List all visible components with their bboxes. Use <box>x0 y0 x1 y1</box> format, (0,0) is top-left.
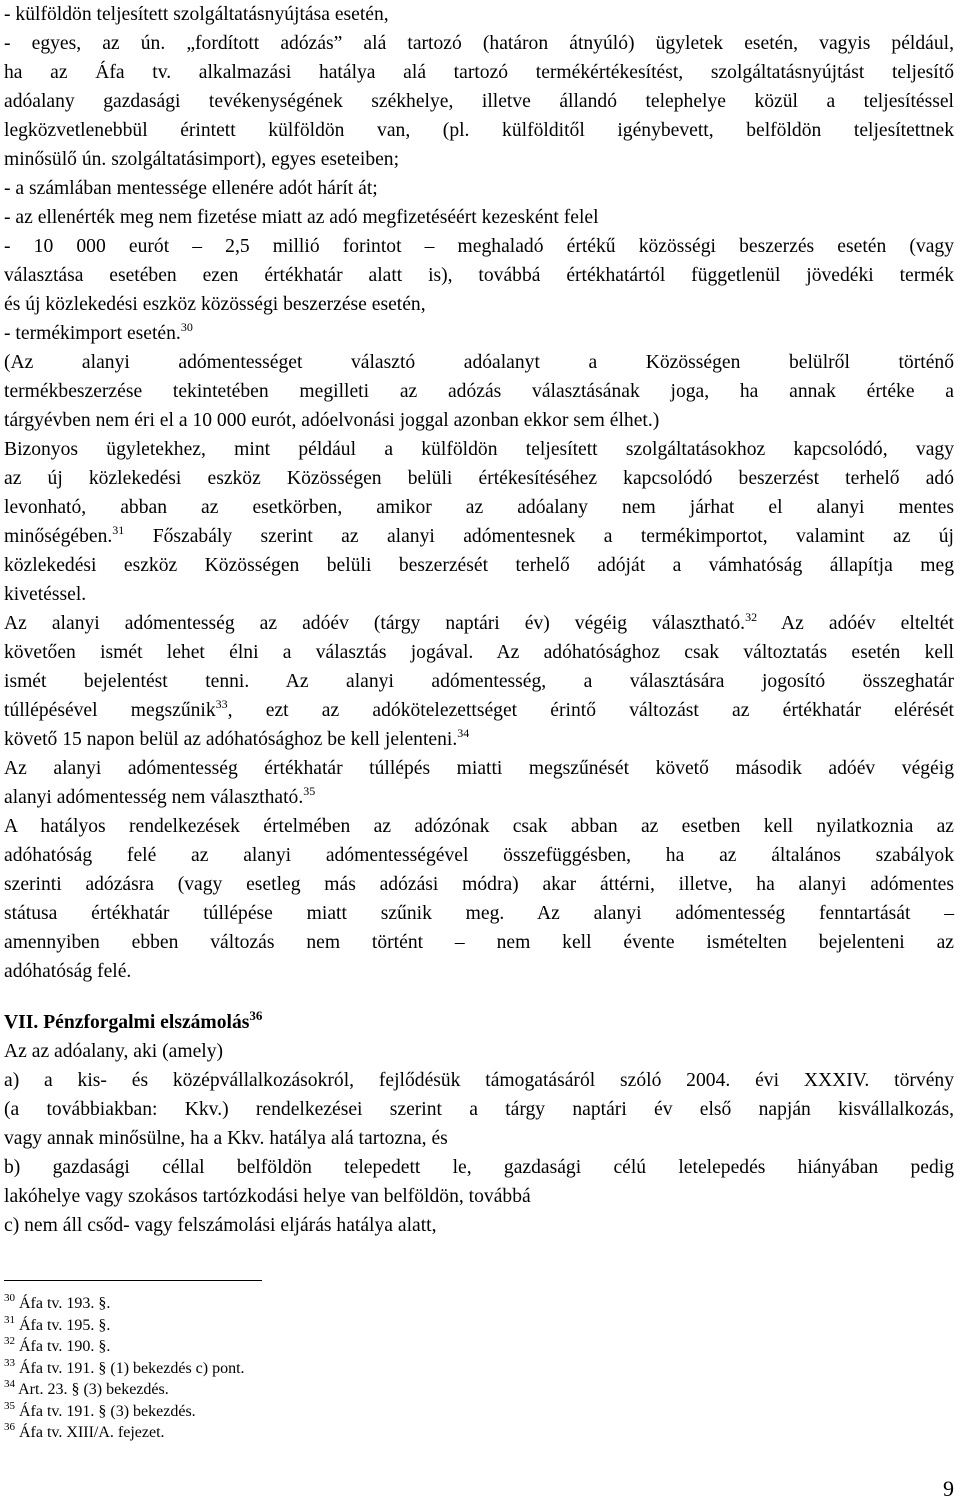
footnote <box>4 1315 245 1337</box>
text-line: választása esetében ezen értékhatár alatt is), továbbá értékhatártól függetlenül jövedéki termék <box>4 265 954 286</box>
footnote <box>4 1379 245 1401</box>
footnote-number: 31 <box>4 1313 15 1326</box>
text-line: - egyes, az ún. „fordított adózás” alá tartozó (határon átnyúló) ügyletek esetén, vagyis például, <box>4 33 954 54</box>
text-line: A hatályos rendelkezések értelmében az adózónak csak abban az esetben kell nyilatkoznia az <box>4 816 954 837</box>
footnote-ref[interactable]: 33 <box>215 697 228 711</box>
text-line: a) a kis- és középvállalkozásokról, fejlődésük támogatásáról szóló 2004. évi XXXIV. törvény <box>4 1070 954 1091</box>
text-run: Főszabály szerint az alanyi adómentesnek a termékimportot, valamint az új <box>124 526 954 547</box>
text-line: Bizonyos ügyletekhez, mint például a külföldön teljesített szolgáltatásokhoz kapcsolódó, vagy <box>4 439 954 460</box>
footnote-text: Art. 23. § (3) bekezdés. <box>15 1381 169 1398</box>
footnote-text: Áfa tv. 190. §. <box>15 1338 111 1355</box>
text-line: Az az adóalany, aki (amely) <box>4 1041 224 1062</box>
footnote-number: 36 <box>4 1421 15 1433</box>
text-line: (a továbbiakban: Kkv.) rendelkezései szerint a tárgy naptári év első napján kisvállalkozás, <box>4 1099 954 1120</box>
footnote <box>4 1293 245 1315</box>
text-run: alanyi adómentesség nem választható. <box>4 787 304 808</box>
text-line: követően ismét lehet élni a választás jogával. Az adóhatósághoz csak változtatás esetén kell <box>4 642 954 663</box>
footnote <box>4 1401 245 1423</box>
footnotes <box>4 1293 245 1444</box>
document-page <box>4 0 954 1240</box>
text-line: - az ellenérték meg nem fizetése miatt az adó megfizetéséért kezesként felel <box>4 207 599 228</box>
text-run: Az alanyi adómentesség az adóév (tárgy naptári év) végéig választható. <box>4 613 746 634</box>
text-line: (Az alanyi adómentességet választó adóalanyt a Közösségen belülről történő <box>4 352 954 373</box>
text-line <box>4 783 954 812</box>
text-line: termékbeszerzése tekintetében megilleti az adózás választásának joga, ha annak értéke a <box>4 381 954 402</box>
text-line: - 10 000 eurót – 2,5 millió forintot – meghaladó értékű közösségi beszerzés esetén (vagy <box>4 236 954 257</box>
footnote-number: 30 <box>4 1292 15 1304</box>
footnote-number: 34 <box>4 1378 15 1390</box>
text-line: szerinti adózásra (vagy esetleg más adózási módra) akar áttérni, illetve, ha alanyi adómentes <box>4 874 954 895</box>
footnote-text: Áfa tv. XIII/A. fejezet. <box>15 1424 165 1441</box>
text-line: Az alanyi adómentesség értékhatár túllépés miatti megszűnését követő második adóév végéig <box>4 758 954 779</box>
text-line: és új közlekedési eszköz közösségi beszerzése esetén, <box>4 294 426 315</box>
text-line: kivetéssel. <box>4 584 87 605</box>
page-number: 9 <box>943 1476 954 1501</box>
text-line: minősülő ún. szolgáltatásimport), egyes eseteiben; <box>4 149 400 170</box>
text-line <box>4 609 954 638</box>
text-line: adóhatóság felé az alanyi adómentességével összefüggésben, ha az általános szabályok <box>4 845 954 866</box>
text-line: ha az Áfa tv. alkalmazási hatálya alá tartozó termékértékesítést, szolgáltatásnyújtást teljesítő <box>4 62 954 83</box>
text-run: minőségében. <box>4 526 113 547</box>
footnote <box>4 1358 245 1380</box>
text-line: - külföldön teljesített szolgáltatásnyújtása esetén, <box>4 4 389 25</box>
text-line: tárgyévben nem éri el a 10 000 eurót, adóelvonási joggal azonban ekkor sem élhet.) <box>4 410 660 431</box>
section-heading <box>4 1008 954 1037</box>
text-line: közlekedési eszköz Közösségen belüli beszerzését terhelő adóját a vámhatóság állapítja meg <box>4 555 954 576</box>
footnote-number: 33 <box>4 1356 15 1369</box>
text-line: b) gazdasági céllal belföldön telepedett le, gazdasági célú letelepedés hiányában pedig <box>4 1157 954 1178</box>
footnote-text: Áfa tv. 191. § (1) bekezdés c) pont. <box>15 1359 245 1377</box>
footnote-separator <box>4 1280 262 1281</box>
text-line <box>4 319 954 348</box>
text-line: adóalany gazdasági tevékenységének székhelye, illetve állandó telephelye közül a teljesítéssel <box>4 91 954 112</box>
footnote <box>4 1422 245 1444</box>
footnote-text: Áfa tv. 195. §. <box>15 1316 111 1334</box>
text-line: adóhatóság felé. <box>4 961 132 982</box>
footnote-ref[interactable]: 34 <box>457 726 470 740</box>
text-line: - a számlában mentessége ellenére adót hárít át; <box>4 178 378 199</box>
footnote-number: 35 <box>4 1399 15 1412</box>
text-run: követő 15 napon belül az adóhatósághoz be kell jelenteni. <box>4 729 458 750</box>
text-line <box>4 696 954 725</box>
text-line: vagy annak minősülne, ha a Kkv. hatálya alá tartozna, és <box>4 1128 448 1149</box>
text-line: az új közlekedési eszköz Közösségen belüli értékesítéséhez kapcsolódó beszerzést terhelő adó <box>4 468 954 489</box>
text-run: - termékimport esetén. <box>4 323 181 344</box>
footnote-ref[interactable]: 35 <box>303 784 316 798</box>
text-line: lakóhelye vagy szokásos tartózkodási helye van belföldön, továbbá <box>4 1186 531 1207</box>
text-run: Az adóév elteltét <box>757 613 954 634</box>
text-line: legközvetlenebbül érintett külföldön van, (pl. külfölditől igénybevett, belföldön teljesítettnek <box>4 120 954 141</box>
footnote-ref[interactable]: 32 <box>745 610 758 624</box>
text-line <box>4 522 954 551</box>
footnote-ref[interactable]: 31 <box>112 523 125 537</box>
text-run: túllépésével megszűnik <box>4 700 216 721</box>
footnote-ref[interactable]: 30 <box>180 320 193 334</box>
footnote-text: Áfa tv. 191. § (3) bekezdés. <box>15 1402 196 1420</box>
text-run: , ezt az adókötelezettséget érintő változást az értékhatár elérését <box>227 700 954 721</box>
footnote-text: Áfa tv. 193. §. <box>15 1295 111 1312</box>
text-line: státusa értékhatár túllépése miatt szűnik meg. Az alanyi adómentesség fenntartását – <box>4 903 954 924</box>
footnote-ref[interactable]: 36 <box>249 1008 263 1023</box>
text-line: c) nem áll csőd- vagy felszámolási eljárás hatálya alatt, <box>4 1215 437 1236</box>
spacer <box>4 986 954 1008</box>
footnote-number: 32 <box>4 1335 15 1347</box>
text-line <box>4 725 954 754</box>
text-line: amennyiben ebben változás nem történt – nem kell évente ismételten bejelenteni az <box>4 932 954 953</box>
heading-text: VII. Pénzforgalmi elszámolás <box>4 1012 250 1033</box>
text-line: ismét bejelentést tenni. Az alanyi adómentesség, a választására jogosító összeghatár <box>4 671 954 692</box>
text-line: levonható, abban az esetkörben, amikor az adóalany nem járhat el alanyi mentes <box>4 497 954 518</box>
footnote <box>4 1336 245 1358</box>
